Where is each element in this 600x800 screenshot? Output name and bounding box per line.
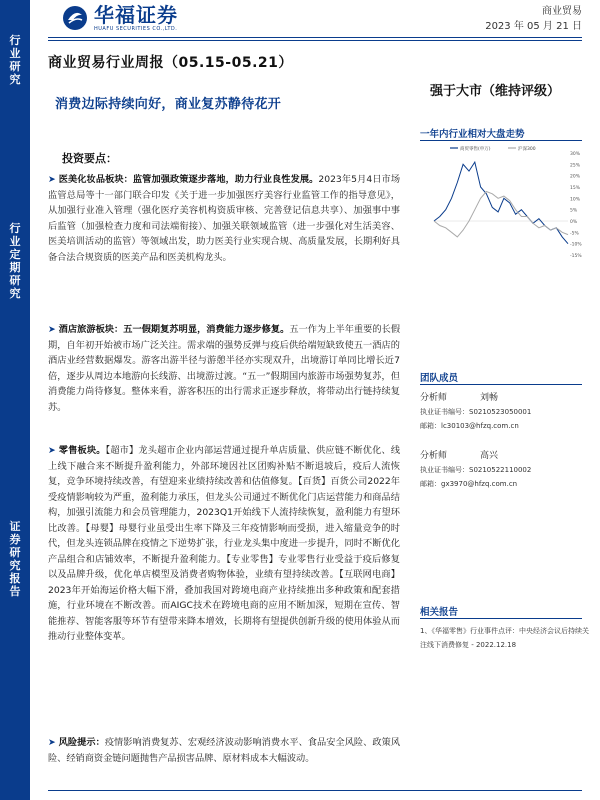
analyst-1-name: 刘畅	[480, 393, 499, 403]
paragraph-heading: 零售板块。	[58, 445, 106, 456]
analyst-2-cert-line	[420, 464, 531, 477]
chart-legend	[450, 145, 536, 152]
cert-label: 执业证书编号：	[420, 466, 469, 474]
paragraph-retail	[48, 443, 400, 645]
y-tick-label: -5%	[570, 231, 579, 237]
rating: 强于大市（维持评级）	[430, 84, 561, 99]
logo-text-en: HUAFU SECURITIES CO.,LTD.	[94, 26, 178, 32]
series-line-0	[434, 162, 568, 244]
header-divider	[48, 37, 582, 38]
y-tick-label: 5%	[570, 208, 578, 214]
sidebar-middle-text: 行 业 定 期 研 究	[9, 222, 21, 300]
y-tick-label: 10%	[570, 197, 581, 203]
cert-label: 执业证书编号：	[420, 408, 469, 416]
header-meta	[485, 4, 582, 34]
email-label: 邮箱：	[420, 422, 441, 430]
bullet-arrow-icon: ➤	[48, 445, 56, 456]
paragraph-text: 疫情影响消费复苏、宏观经济波动影响消费水平、食品安全风险、政策风险、经销商资金链问题抛售产品损害品牌、原材料成本大幅波动。	[48, 737, 401, 764]
header-divider-2	[48, 40, 582, 41]
bullet-arrow-icon: ➤	[48, 324, 56, 335]
y-tick-label: -15%	[570, 254, 582, 259]
analyst-1-cert-line	[420, 406, 531, 419]
report-subtitle: 消费边际持续向好，商业复苏静待花开	[55, 97, 282, 112]
header-category: 商业贸易	[542, 6, 582, 17]
team-section-divider	[420, 384, 582, 385]
email-link[interactable]: gx3970@hfzq.com.cn	[441, 480, 518, 488]
paragraph-heading: 医美化妆品板块：监管加强政策逐步落地，助力行业良性发展。	[58, 174, 319, 185]
analyst-1-email-line	[420, 420, 519, 433]
related-report-item[interactable]: 1、《华福零售》行业事件点评：中央经济会议后持续关注线下消费修复 - 2022.12.18	[420, 627, 589, 649]
y-tick-label: 25%	[570, 163, 581, 169]
chart-section-title: 一年内行业相对大盘走势	[420, 129, 525, 140]
report-title: 商业贸易行业周报（05.15-05.21）	[48, 55, 293, 71]
analyst-1-role: 分析师	[420, 393, 448, 403]
y-tick-label: 0%	[570, 220, 578, 225]
paragraph-risk	[48, 735, 400, 766]
cert-number: S0210522110002	[469, 466, 532, 474]
team-section-title: 团队成员	[420, 373, 459, 384]
related-section-divider	[420, 618, 582, 619]
paragraph-text: 2023年5月4日市场监管总局等十一部门联合印发《关于进一步加强医疗美容行业监管工作的指导意见》，从加强行业准入管理（强化医疗美容机构资质审核、完善登记信息共享）、加强事中事后监管（加强检查力度和司法端衔接）、加强关联领域监管（进一步强化对生活美容、医美培训活动的监管）等领域出发，助力医美行业实现合规、高质量发展，长期利好具备合法合规资质的医美产品和医美机构龙头。	[48, 174, 401, 263]
bullet-arrow-icon: ➤	[48, 174, 56, 185]
chart-axes	[434, 151, 582, 259]
paragraph-heading: 酒店旅游板块：五一假期复苏明显，消费能力逐步修复。	[58, 324, 290, 335]
y-tick-label: 30%	[570, 152, 581, 157]
sidebar-bottom-text: 证 券 研 究 报 告	[9, 520, 21, 598]
paragraph-text: 五一作为上半年重要的长假期，自年初开始被市场广泛关注。需求端的强势反弹与疫后供给端短缺致使五一酒店的酒店业经营数据爆发。游客出游半径与游憩半径亦实现双升，出境游订单同比增长近7倍，逐步从周边本地游向长线游、出境游过渡。“五一”假期国内旅游市场强势复苏，但消费能力尚待修复。整体来看，游客积压的出行需求正逐步释放，将带动出行链持续复苏。	[48, 324, 401, 413]
email-label: 邮箱：	[420, 480, 441, 488]
legend-label: 商贸零售(申万)	[460, 147, 491, 152]
analyst-2-role: 分析师	[420, 451, 448, 461]
paragraph-hotel	[48, 322, 400, 415]
sidebar	[0, 0, 30, 800]
analyst-2-name: 高兴	[480, 451, 499, 461]
body-heading: 投资要点：	[62, 152, 117, 165]
company-logo	[62, 4, 178, 32]
footer-divider	[48, 790, 582, 791]
y-tick-label: 15%	[570, 186, 581, 191]
logo-emblem-icon	[62, 5, 88, 31]
header-date: 2023 年 05 月 21 日	[485, 21, 582, 32]
sidebar-label-top	[0, 34, 30, 86]
analyst-2-email-line	[420, 478, 517, 491]
email-link[interactable]: lc30103@hfzq.com.cn	[441, 422, 519, 430]
bullet-arrow-icon: ➤	[48, 737, 56, 748]
related-section-title: 相关报告	[420, 607, 459, 618]
y-tick-label: 20%	[570, 174, 581, 180]
sidebar-label-middle	[0, 222, 30, 300]
paragraph-text: 【超市】龙头超市企业内部运营通过提升单店质量、供应链不断优化、线上线下融合来不断提升盈利能力，外部环境因社区团购补贴不断退坡后，疫后人流恢复，竞争环境持续改善，有望迎来业绩持续改善和估值修复。【百货】百货公司2022年受疫情影响较为严重，盈利能力承压，但龙头公司通过不断优化门店运营能力和商品结构，加强引流能力和会员管理能力，2023Q1开始线下人流持续恢复，盈利能力有望环比改善。【母婴】母婴行业虽受出生率下降及三年疫情影响而受损，进入缩量竞争的时代，但龙头连锁品牌在疫情之下逆势扩张，行业龙头集中度进一步提升，同时不断优化产品组合和店铺效率，不断提升盈利能力。【专业零售】专业零售行业受益于疫后修复以及品牌升级，优化单店模型及消费者购物体验，业绩有望持续改善。【互联网电商】2023年开始海运价格大幅下滑，叠加我国对跨境电商产业持续推出多种政策和配套措施，行业环境在不断改善。而AIGC技术在跨境电商的应用不断加深，短期在宣传、智能推荐、智能客服等环节有望带来降本增效，长期将有望提供创新升级的使用体验从而推动行业整体变革。	[48, 445, 401, 642]
logo-text: 华福证券	[94, 3, 178, 27]
relative-performance-chart	[420, 143, 580, 263]
y-tick-label: -10%	[570, 242, 582, 248]
paragraph-cosmetics	[48, 172, 400, 265]
series-line-1	[434, 192, 568, 237]
chart-lines	[434, 162, 568, 244]
legend-label: 沪深300	[518, 147, 536, 152]
paragraph-heading: 风险提示：	[58, 737, 105, 748]
cert-number: S0210523050001	[469, 408, 532, 416]
sidebar-top-text: 行 业 研 究	[9, 34, 21, 86]
sidebar-label-bottom	[0, 520, 30, 598]
chart-section-divider	[420, 140, 582, 141]
